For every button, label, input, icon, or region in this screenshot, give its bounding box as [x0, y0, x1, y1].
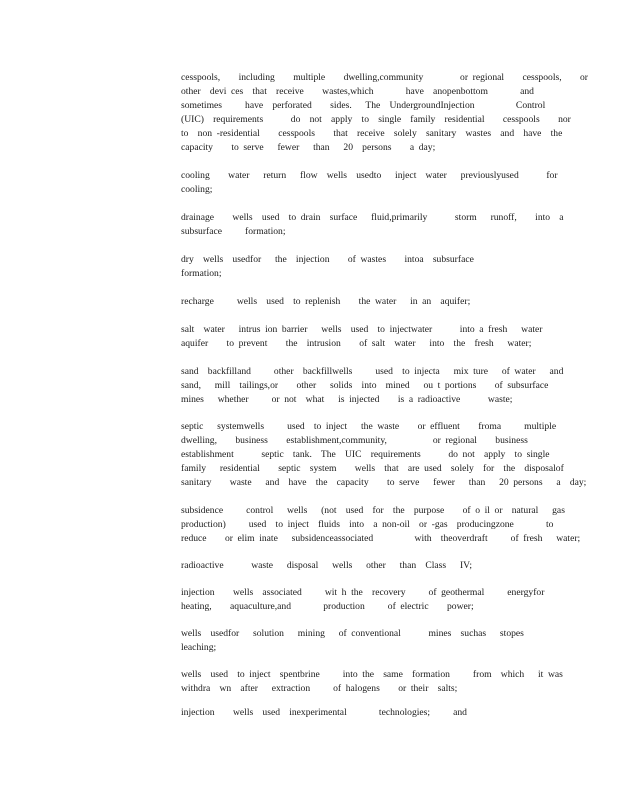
text-line: sanitary waste and have the capacity to serve fewer than 20 persons a day;: [181, 477, 587, 488]
text-line: cooling water return flow wells usedto inject water previouslyused for: [181, 170, 558, 181]
paragraph-radioactive-waste: [181, 559, 472, 573]
text-line: (UIC) requirements do not apply to single family residential cesspools nor: [181, 114, 571, 125]
text-line: mines whether or not what is injected is a radioactive waste;: [181, 394, 513, 405]
text-line: establishment septic tank. The UIC requirements do not apply to single: [181, 449, 550, 460]
text-line: sand, mill tailings,or other solids into mined ou t portions of subsurface: [181, 380, 549, 391]
paragraph-cesspools: [181, 71, 588, 155]
text-line: sand backfilland other backfillwells used to injecta mix ture of water and: [181, 366, 564, 377]
text-line: wells used to inject spentbrine into the same formation from which it was: [181, 669, 563, 680]
paragraph-cooling-water: [181, 169, 558, 197]
text-line: subsidence control wells (not used for the purpose of o il or natural gas: [181, 505, 565, 516]
paragraph-septic-system: [181, 420, 586, 490]
paragraph-recharge-wells: [181, 295, 470, 309]
text-line: septic systemwells used to inject the waste or effluent froma multiple: [181, 421, 557, 432]
text-line: family residential septic system wells that are used solely for the disposalof: [181, 463, 564, 474]
text-line: cooling;: [181, 184, 213, 195]
text-line: radioactive waste disposal wells other than Class IV;: [181, 560, 473, 571]
text-line: drainage wells used to drain surface fluid,primarily storm runoff, into a: [181, 212, 564, 223]
paragraph-experimental: [181, 706, 467, 720]
paragraph-solution-mining: [181, 627, 524, 655]
text-line: dry wells usedfor the injection of wastes intoa subsurface: [181, 254, 474, 265]
text-line: cesspools, including multiple dwelling,community or regional cesspools, or: [181, 72, 589, 83]
text-line: injection wells used inexperimental technologies; and: [181, 707, 467, 718]
paragraph-geothermal: [181, 586, 544, 614]
text-line: capacity to serve fewer than 20 persons a day;: [181, 142, 436, 153]
paragraph-dry-wells: [181, 253, 474, 281]
paragraph-sand-backfill: [181, 365, 563, 407]
text-line: sometimes have perforated sides. The UndergroundInjection Control: [181, 100, 546, 111]
text-line: production) used to inject fluids into a non-oil or -gas producingzone to: [181, 519, 554, 530]
text-line: salt water intrus ion barrier wells used to injectwater into a fresh water: [181, 324, 543, 335]
text-line: aquifer to prevent the intrusion of salt water into the fresh water;: [181, 338, 532, 349]
paragraph-salt-water-barrier: [181, 323, 542, 351]
text-line: to non -residential cesspools that receive solely sanitary wastes and have the: [181, 128, 563, 139]
text-line: withdra wn after extraction of halogens or their salts;: [181, 683, 458, 694]
text-line: dwelling, business establishment,community, or regional business: [181, 435, 528, 446]
text-line: heating, aquaculture,and production of electric power;: [181, 601, 474, 612]
text-line: reduce or elim inate subsidenceassociated with theoverdraft of fresh water;: [181, 533, 581, 544]
paragraph-subsidence-control: [181, 504, 580, 546]
text-line: other devi ces that receive wastes,which have anopenbottom and: [181, 86, 534, 97]
text-line: formation;: [181, 268, 222, 279]
paragraph-spent-brine: [181, 668, 563, 696]
text-line: subsurface formation;: [181, 226, 286, 237]
text-line: recharge wells used to replenish the water in an aquifer;: [181, 296, 471, 307]
text-line: injection wells associated wit h the recovery of geothermal energyfor: [181, 587, 545, 598]
paragraph-drainage-wells: [181, 211, 564, 239]
text-line: leaching;: [181, 642, 217, 653]
text-line: wells usedfor solution mining of conventional mines suchas stopes: [181, 628, 524, 639]
